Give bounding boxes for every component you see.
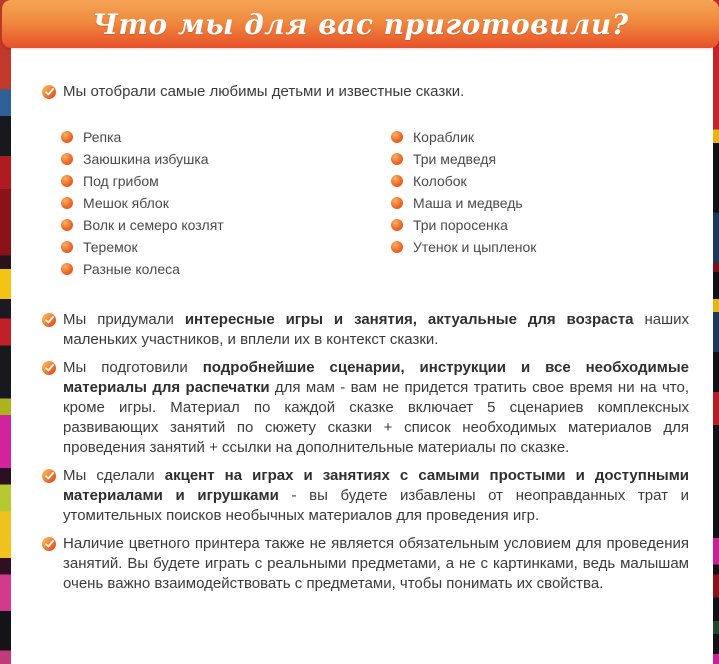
bullet-dot-icon bbox=[391, 175, 403, 187]
list-item bbox=[61, 262, 391, 276]
bullet-dot-icon bbox=[61, 153, 73, 165]
check-icon bbox=[42, 361, 56, 375]
list-item bbox=[391, 218, 536, 232]
list-item-label: Под грибом bbox=[83, 173, 159, 189]
list-item bbox=[391, 152, 536, 166]
paragraph-item bbox=[42, 310, 689, 350]
tales-column-left bbox=[61, 130, 391, 284]
list-item-label: Мешок яблок bbox=[83, 195, 169, 211]
list-item-label: Утенок и цыпленок bbox=[413, 239, 537, 255]
bullet-dot-icon bbox=[391, 197, 403, 209]
bullet-dot-icon bbox=[61, 131, 73, 143]
bullet-dot-icon bbox=[391, 153, 403, 165]
list-item-label: Волк и семеро козлят bbox=[83, 217, 224, 233]
paragraph-text: Мы подготовили подробнейшие сценарии, инструкции и все необходимые материалы для распечатки для мам - вам не придется тратить свое время ни на что, кроме игры. Материал по каждой сказке включает 5 сценариев комплексных развивающих занятий по сюжету сказки + список необходимых материалов для проведения занятий + ссылки на дополнительные материалы по сказке. bbox=[63, 359, 689, 456]
paragraph-text: Мы сделали акцент на играх и занятиях с самыми простыми и доступными материалами и игрушками - вы будете избавлены от неоправданных трат и утомительных поисков необычных материалов для проведения игр. bbox=[63, 467, 690, 524]
list-item bbox=[391, 196, 536, 210]
header-banner bbox=[2, 0, 719, 48]
list-item-label: Разные колеса bbox=[83, 261, 180, 277]
intro-text: Мы отобрали самые любимы детьми и известные сказки. bbox=[63, 83, 465, 100]
list-item bbox=[61, 174, 391, 188]
check-icon bbox=[42, 313, 56, 327]
check-icon bbox=[42, 537, 56, 551]
decorative-right-strip bbox=[713, 0, 719, 664]
list-item bbox=[391, 174, 536, 188]
bullet-dot-icon bbox=[61, 263, 73, 275]
list-item-label: Кораблик bbox=[413, 129, 475, 145]
check-icon bbox=[42, 469, 56, 483]
paragraph-item bbox=[42, 358, 689, 458]
tales-column-right bbox=[391, 130, 536, 284]
list-item bbox=[61, 240, 391, 254]
intro-item bbox=[42, 82, 689, 102]
bullet-dot-icon bbox=[61, 197, 73, 209]
list-item bbox=[61, 152, 391, 166]
list-item bbox=[61, 130, 391, 144]
bullet-dot-icon bbox=[391, 131, 403, 143]
paragraph-item bbox=[42, 534, 689, 594]
bullet-dot-icon bbox=[391, 219, 403, 231]
list-item bbox=[391, 130, 536, 144]
paragraph-text: Мы придумали интересные игры и занятия, актуальные для возраста наших маленьких участников, и вплели их в контекст сказки. bbox=[63, 311, 689, 348]
paragraph-text: Наличие цветного принтера также не является обязательным условием для проведения занятий. Вы будете играть с реальными предметами, а не с картинками, ведь малышам очень важно взаимодействовать с предметами, чтобы понимать их свойства. bbox=[63, 535, 689, 592]
list-item bbox=[61, 218, 391, 232]
list-item-label: Маша и медведь bbox=[413, 195, 523, 211]
bullet-dot-icon bbox=[391, 241, 403, 253]
check-icon bbox=[42, 85, 56, 99]
bullet-dot-icon bbox=[61, 219, 73, 231]
list-item-label: Репка bbox=[83, 129, 122, 145]
list-item-label: Заюшкина избушка bbox=[83, 151, 209, 167]
bullet-dot-icon bbox=[61, 175, 73, 187]
list-item-label: Теремок bbox=[83, 239, 138, 255]
list-item-label: Три поросенка bbox=[413, 217, 508, 233]
paragraph-item bbox=[42, 466, 689, 526]
list-item bbox=[61, 196, 391, 210]
page-title: Что мы для вас приготовили? bbox=[92, 7, 629, 41]
decorative-left-strip bbox=[0, 0, 11, 664]
content-panel bbox=[11, 52, 713, 664]
list-item-label: Три медведя bbox=[413, 151, 497, 167]
list-item-label: Колобок bbox=[413, 173, 467, 189]
list-item bbox=[391, 240, 536, 254]
bullet-dot-icon bbox=[61, 241, 73, 253]
tales-list bbox=[61, 130, 689, 284]
